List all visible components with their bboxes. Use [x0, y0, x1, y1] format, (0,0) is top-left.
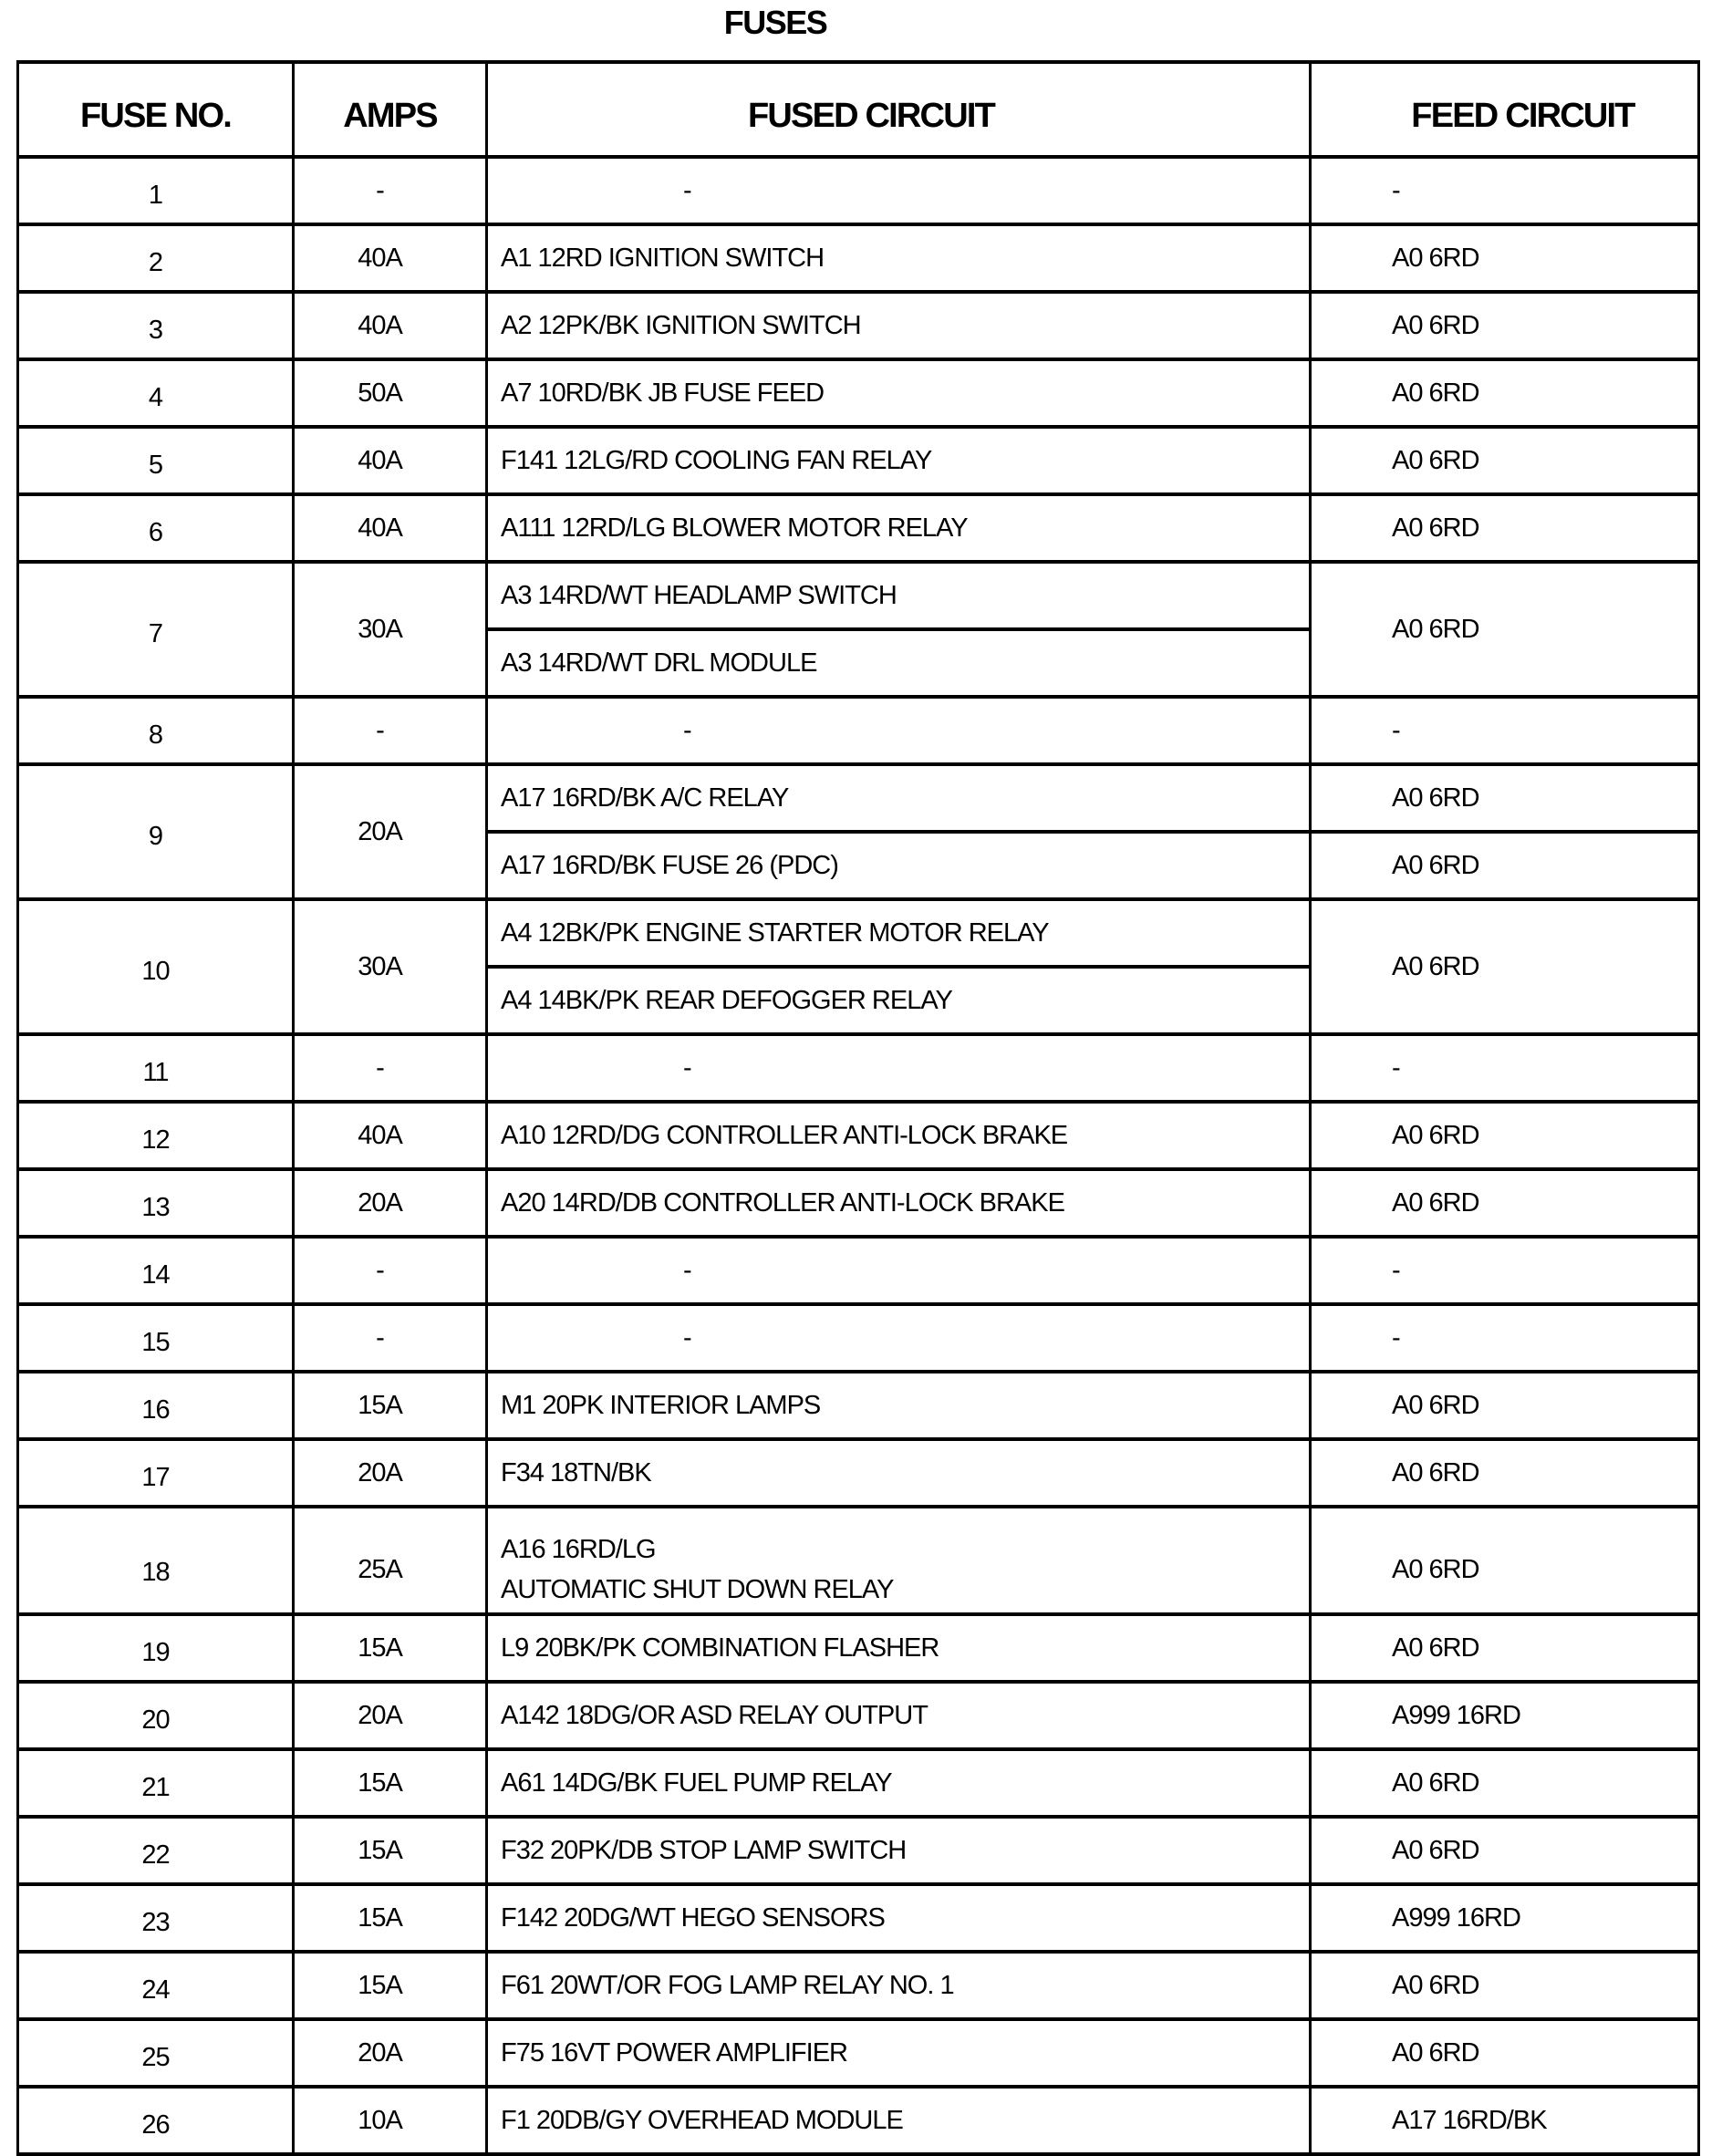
header-fused-circuit: FUSED CIRCUIT	[487, 62, 1311, 157]
fused-circuit: A4 12BK/PK ENGINE STARTER MOTOR RELAY	[487, 899, 1311, 967]
feed-circuit: -	[1311, 1034, 1699, 1102]
fuse-number: 15	[18, 1304, 294, 1372]
feed-circuit: A0 6RD	[1311, 494, 1699, 562]
fuse-amps: 30A	[294, 562, 487, 697]
fuse-number: 22	[18, 1817, 294, 1884]
table-row	[18, 1507, 1699, 1614]
feed-circuit: A0 6RD	[1311, 899, 1699, 1034]
fuse-number: 5	[18, 427, 294, 494]
fused-circuit: F142 20DG/WT HEGO SENSORS	[487, 1884, 1311, 1952]
fuse-amps: -	[294, 1237, 487, 1304]
fuse-amps: 30A	[294, 899, 487, 1034]
fuse-amps: 20A	[294, 1682, 487, 1749]
table-row	[18, 764, 1699, 832]
fuse-number: 13	[18, 1169, 294, 1237]
table-row	[18, 2087, 1699, 2154]
feed-circuit: A0 6RD	[1311, 1749, 1699, 1817]
feed-circuit: A0 6RD	[1311, 427, 1699, 494]
feed-circuit: A0 6RD	[1311, 359, 1699, 427]
table-row	[18, 1749, 1699, 1817]
fused-circuit: F1 20DB/GY OVERHEAD MODULE	[487, 2087, 1311, 2154]
fused-circuit: A2 12PK/BK IGNITION SWITCH	[487, 292, 1311, 359]
fuse-number: 4	[18, 359, 294, 427]
feed-circuit: A0 6RD	[1311, 1102, 1699, 1169]
fuse-number: 10	[18, 899, 294, 1034]
table-row	[18, 1169, 1699, 1237]
fused-circuit: -	[487, 1034, 1311, 1102]
fused-circuit: A17 16RD/BK A/C RELAY	[487, 764, 1311, 832]
header-amps: AMPS	[294, 62, 487, 157]
fuse-amps: 40A	[294, 292, 487, 359]
fuse-number: 6	[18, 494, 294, 562]
table-row	[18, 1304, 1699, 1372]
header-feed-circuit: FEED CIRCUIT	[1311, 62, 1699, 157]
fuse-amps: 15A	[294, 1817, 487, 1884]
feed-circuit: -	[1311, 157, 1699, 224]
table-row	[18, 1439, 1699, 1507]
fused-circuit: A4 14BK/PK REAR DEFOGGER RELAY	[487, 967, 1311, 1034]
fuse-number: 17	[18, 1439, 294, 1507]
fuse-amps: 20A	[294, 2019, 487, 2087]
fuse-number: 19	[18, 1614, 294, 1682]
table-row	[18, 359, 1699, 427]
fused-circuit: L9 20BK/PK COMBINATION FLASHER	[487, 1614, 1311, 1682]
fuse-amps: -	[294, 1304, 487, 1372]
feed-circuit: A0 6RD	[1311, 1372, 1699, 1439]
fuse-amps: -	[294, 1034, 487, 1102]
fuse-amps: 40A	[294, 427, 487, 494]
table-row	[18, 899, 1699, 967]
fuse-amps: 40A	[294, 494, 487, 562]
table-row	[18, 1237, 1699, 1304]
table-row	[18, 1614, 1699, 1682]
feed-circuit: A0 6RD	[1311, 224, 1699, 292]
fuse-amps: 40A	[294, 224, 487, 292]
feed-circuit: A0 6RD	[1311, 1952, 1699, 2019]
feed-circuit: A0 6RD	[1311, 1439, 1699, 1507]
fused-circuit: F32 20PK/DB STOP LAMP SWITCH	[487, 1817, 1311, 1884]
table-row	[18, 1952, 1699, 2019]
fuse-number: 8	[18, 697, 294, 764]
table-row	[18, 292, 1699, 359]
page-title: FUSES	[723, 4, 827, 41]
fused-circuit: A20 14RD/DB CONTROLLER ANTI-LOCK BRAKE	[487, 1169, 1311, 1237]
fused-circuit: -	[487, 1237, 1311, 1304]
table-row	[18, 427, 1699, 494]
fuse-number: 21	[18, 1749, 294, 1817]
fused-circuit: -	[487, 157, 1311, 224]
fuse-number: 1	[18, 157, 294, 224]
table-row	[18, 562, 1699, 629]
table-row	[18, 1682, 1699, 1749]
fuse-number: 23	[18, 1884, 294, 1952]
fuse-table	[16, 60, 1700, 2156]
fused-circuit: -	[487, 1304, 1311, 1372]
feed-circuit: A0 6RD	[1311, 764, 1699, 832]
fused-circuit: M1 20PK INTERIOR LAMPS	[487, 1372, 1311, 1439]
fused-circuit: A3 14RD/WT DRL MODULE	[487, 629, 1311, 697]
table-row	[18, 157, 1699, 224]
fused-circuit: A142 18DG/OR ASD RELAY OUTPUT	[487, 1682, 1311, 1749]
table-row	[18, 1884, 1699, 1952]
fused-circuit: A3 14RD/WT HEADLAMP SWITCH	[487, 562, 1311, 629]
fused-circuit: F34 18TN/BK	[487, 1439, 1311, 1507]
fused-circuit-line: A16 16RD/LG	[501, 1535, 656, 1564]
feed-circuit: A0 6RD	[1311, 832, 1699, 899]
fuse-amps: 40A	[294, 1102, 487, 1169]
fuse-number: 18	[18, 1507, 294, 1614]
feed-circuit: A0 6RD	[1311, 1817, 1699, 1884]
fuse-amps: 15A	[294, 1614, 487, 1682]
fuse-amps: 20A	[294, 1169, 487, 1237]
fuse-number: 7	[18, 562, 294, 697]
fuse-number: 14	[18, 1237, 294, 1304]
fuse-number: 2	[18, 224, 294, 292]
feed-circuit: A0 6RD	[1311, 1507, 1699, 1614]
fuse-number: 12	[18, 1102, 294, 1169]
fuse-amps: 20A	[294, 764, 487, 899]
feed-circuit: A999 16RD	[1311, 1884, 1699, 1952]
fuse-number: 25	[18, 2019, 294, 2087]
fuse-amps: 10A	[294, 2087, 487, 2154]
fuse-number: 16	[18, 1372, 294, 1439]
fuse-number: 20	[18, 1682, 294, 1749]
feed-circuit: -	[1311, 1304, 1699, 1372]
feed-circuit: A0 6RD	[1311, 292, 1699, 359]
fuse-amps: 25A	[294, 1507, 487, 1614]
fused-circuit: A1 12RD IGNITION SWITCH	[487, 224, 1311, 292]
feed-circuit: -	[1311, 1237, 1699, 1304]
fuse-number: 3	[18, 292, 294, 359]
fused-circuit: A17 16RD/BK FUSE 26 (PDC)	[487, 832, 1311, 899]
feed-circuit: -	[1311, 697, 1699, 764]
table-row	[18, 697, 1699, 764]
fuse-amps: -	[294, 697, 487, 764]
fused-circuit: A61 14DG/BK FUEL PUMP RELAY	[487, 1749, 1311, 1817]
fused-circuit: F141 12LG/RD COOLING FAN RELAY	[487, 427, 1311, 494]
fuse-number: 26	[18, 2087, 294, 2154]
fuse-number: 9	[18, 764, 294, 899]
fuse-amps: 15A	[294, 1372, 487, 1439]
fuse-amps: -	[294, 157, 487, 224]
fuse-amps: 50A	[294, 359, 487, 427]
table-row	[18, 494, 1699, 562]
table-row	[18, 1817, 1699, 1884]
feed-circuit: A0 6RD	[1311, 562, 1699, 697]
fuse-amps: 20A	[294, 1439, 487, 1507]
fused-circuit-line: AUTOMATIC SHUT DOWN RELAY	[501, 1575, 894, 1604]
fused-circuit: F75 16VT POWER AMPLIFIER	[487, 2019, 1311, 2087]
fused-circuit: F61 20WT/OR FOG LAMP RELAY NO. 1	[487, 1952, 1311, 2019]
fused-circuit	[487, 1507, 1311, 1614]
table-row	[18, 1372, 1699, 1439]
fuse-number: 11	[18, 1034, 294, 1102]
fuse-amps: 15A	[294, 1749, 487, 1817]
header-row	[18, 62, 1699, 157]
table-row	[18, 1102, 1699, 1169]
fused-circuit: A7 10RD/BK JB FUSE FEED	[487, 359, 1311, 427]
feed-circuit: A0 6RD	[1311, 1614, 1699, 1682]
table-row	[18, 1034, 1699, 1102]
fused-circuit: A111 12RD/LG BLOWER MOTOR RELAY	[487, 494, 1311, 562]
feed-circuit: A17 16RD/BK	[1311, 2087, 1699, 2154]
table-row	[18, 224, 1699, 292]
fuse-number: 24	[18, 1952, 294, 2019]
fused-circuit: A10 12RD/DG CONTROLLER ANTI-LOCK BRAKE	[487, 1102, 1311, 1169]
fuse-amps: 15A	[294, 1952, 487, 2019]
table-row	[18, 2019, 1699, 2087]
feed-circuit: A999 16RD	[1311, 1682, 1699, 1749]
header-fuse-no: FUSE NO.	[18, 62, 294, 157]
fuse-amps: 15A	[294, 1884, 487, 1952]
feed-circuit: A0 6RD	[1311, 2019, 1699, 2087]
feed-circuit: A0 6RD	[1311, 1169, 1699, 1237]
fused-circuit: -	[487, 697, 1311, 764]
